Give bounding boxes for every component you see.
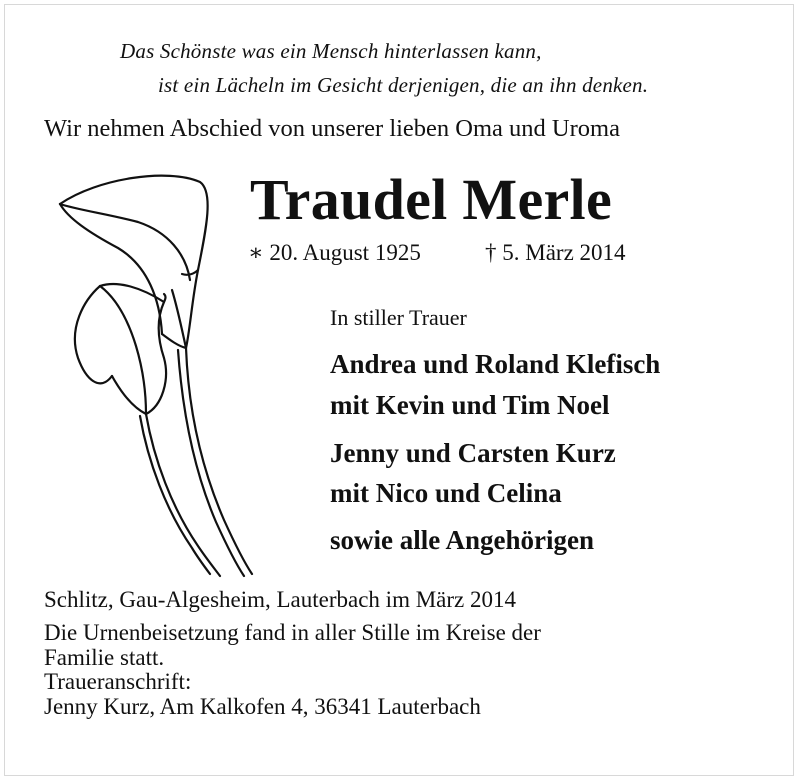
place-date: Schlitz, Gau-Algesheim, Lauterbach im März 2014 <box>44 587 516 612</box>
mourner-line: Andrea und Roland Klefisch <box>330 349 661 379</box>
notice-line: Die Urnenbeisetzung fand in aller Stille im Kreise der <box>44 620 541 645</box>
funeral-notice <box>44 621 744 719</box>
mourning-heading: In stiller Trauer <box>330 305 467 330</box>
mourner-line: mit Kevin und Tim Noel <box>330 390 610 420</box>
deceased-name: Traudel Merle <box>250 167 612 232</box>
death-date: † 5. März 2014 <box>485 240 626 265</box>
quote-line-1: Das Schönste was ein Mensch hinterlassen kann, <box>120 39 542 63</box>
notice-line: Familie statt. <box>44 644 165 670</box>
mourning-address: Jenny Kurz, Am Kalkofen 4, 36341 Lauterbach <box>44 693 481 719</box>
mourner-line: Jenny und Carsten Kurz <box>330 438 616 468</box>
quote-line-2: ist ein Lächeln im Gesicht derjenigen, die an ihn denken. <box>158 73 649 97</box>
mourner-line: mit Nico und Celina <box>330 478 562 508</box>
notice-line: Traueranschrift: <box>44 669 192 694</box>
birth-date: ∗ 20. August 1925 <box>248 240 421 265</box>
mourner-line: sowie alle Angehörigen <box>330 525 594 555</box>
intro-text: Wir nehmen Abschied von unserer lieben Oma und Uroma <box>44 115 620 142</box>
